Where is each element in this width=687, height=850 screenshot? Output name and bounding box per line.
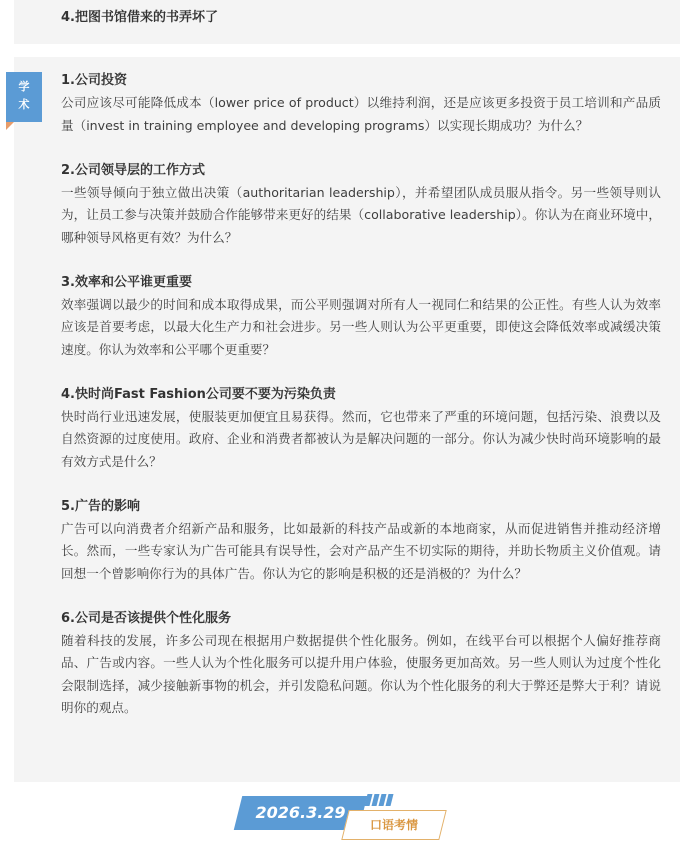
academic-tag-char-2: 术 — [18, 98, 30, 111]
topic-title: 6.公司是否该提供个性化服务 — [61, 610, 231, 626]
date-footer — [0, 790, 687, 850]
topic-section — [61, 70, 661, 137]
topics-list — [61, 70, 661, 742]
topic-body: 一些领导倾向于独立做出决策（authoritarian leadership），并希望团队成员服从指令。另一些领导则认为，让员工参与决策并鼓励合作能够带来更好的结果（collaborative leadership）。你认为在商业环境中，哪种领导风格更有效？为什么？ — [61, 184, 661, 245]
topic-title: 5.广告的影响 — [61, 498, 140, 514]
topic-title: 3.效率和公平谁更重要 — [61, 274, 192, 290]
previous-topic-heading: 4.把图书馆借来的书弄坏了 — [61, 10, 218, 25]
academic-tag-char-1: 学 — [18, 80, 30, 93]
topic-title: 4.快时尚Fast Fashion公司要不要为污染负责 — [61, 386, 336, 402]
topic-section — [61, 160, 661, 250]
previous-topic-card — [14, 0, 680, 44]
topic-section — [61, 496, 661, 586]
topic-title: 1.公司投资 — [61, 73, 127, 88]
tag-fold-decoration — [6, 122, 14, 130]
topic-body: 公司应该尽可能降低成本（lower price of product）以维持利润，还是应该更多投资于员工培训和产品质量（invest in training employee and developing programs）以实现长期成功？为什么？ — [61, 95, 661, 133]
topic-title: 2.公司领导层的工作方式 — [61, 162, 205, 178]
academic-tag — [6, 72, 42, 122]
topic-section — [61, 272, 661, 362]
topic-section — [61, 608, 661, 720]
topic-body: 快时尚行业迅速发展，使服装更加便宜且易获得。然而，它也带来了严重的环境问题，包括污染、浪费以及自然资源的过度使用。政府、企业和消费者都被认为是解决问题的一部分。你认为减少快时尚环境影响的最有效方式是什么？ — [61, 408, 661, 469]
stripe-decoration — [366, 791, 394, 805]
topic-body: 广告可以向消费者介绍新产品和服务，比如最新的科技产品或新的本地商家，从而促进销售并推动经济增长。然而，一些专家认为广告可能具有误导性，会对产品产生不切实际的期待，并助长物质主义价值观。请回想一个曾影响你行为的具体广告。你认为它的影响是积极的还是消极的？为什么？ — [61, 520, 661, 581]
topic-body: 随着科技的发展，许多公司现在根据用户数据提供个性化服务。例如，在线平台可以根据个人偏好推荐商品、广告或内容。一些人认为个性化服务可以提升用户体验，使服务更加高效。另一些人则认为过度个性化会限制选择，减少接触新事物的机会，并引发隐私问题。你认为个性化服务的利大于弊还是弊大于利？请说明你的观点。 — [61, 632, 661, 715]
topic-section — [61, 384, 661, 474]
topic-body: 效率强调以最少的时间和成本取得成果，而公平则强调对所有人一视同仁和结果的公正性。有些人认为效率应该是首要考虑，以最大化生产力和社会进步。另一些人则认为公平更重要，即使这会降低效率或减缓决策速度。你认为效率和公平哪个更重要？ — [61, 296, 661, 357]
exam-label: 口语考情 — [369, 818, 418, 832]
date-text: 2026.3.29 — [255, 803, 346, 822]
